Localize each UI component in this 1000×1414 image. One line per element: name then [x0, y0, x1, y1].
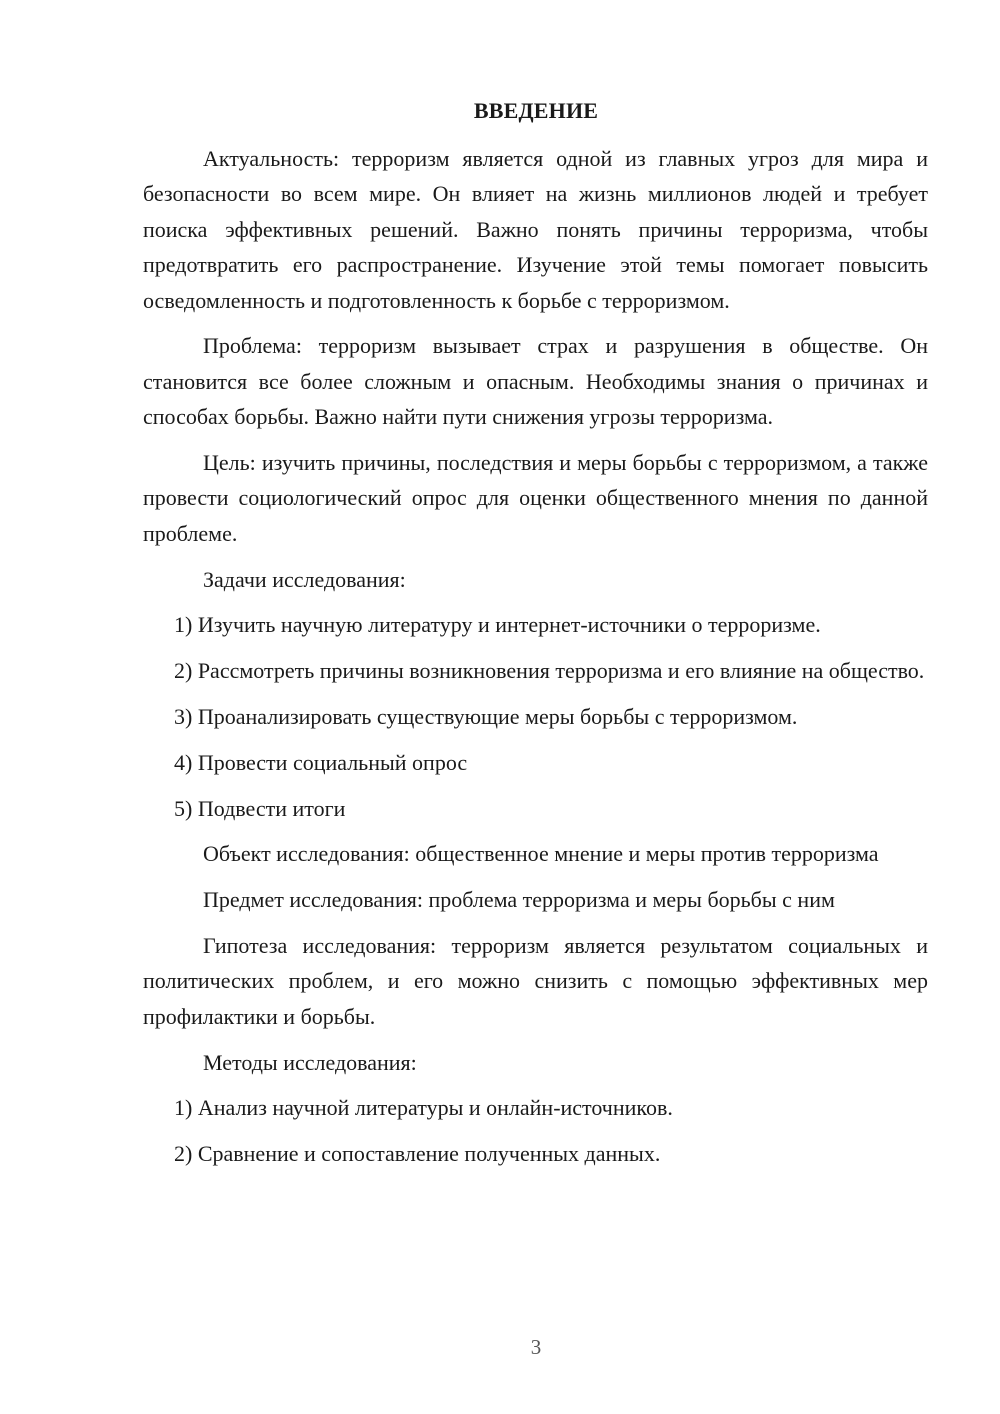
document-body	[143, 141, 928, 1182]
object-paragraph: Объект исследования: общественное мнение и меры против терроризма	[203, 841, 879, 867]
page-number: 3	[530, 1335, 542, 1359]
methods-title: Методы исследования:	[203, 1049, 417, 1075]
subject-paragraph: Предмет исследования: проблема терроризма и меры борьбы с ним	[203, 887, 835, 913]
goal-paragraph: Цель: изучить причины, последствия и меры борьбы с терроризмом, а также провести социологический опрос для оценки общественного мнения по данной проблеме.	[143, 450, 928, 546]
method-item-1: 1) Анализ научной литературы и онлайн-источников.	[174, 1095, 673, 1121]
task-item-3: 3) Проанализировать существующие меры борьбы с терроризмом.	[174, 704, 798, 730]
tasks-title: Задачи исследования:	[203, 566, 406, 592]
hypothesis-paragraph: Гипотеза исследования: терроризм является результатом социальных и политических проблем, и его можно снизить с помощью эффективных мер профилактики и борьбы.	[143, 933, 928, 1029]
task-item-5: 5) Подвести итоги	[174, 795, 346, 821]
task-item-1: 1) Изучить научную литературу и интернет-источники о терроризме.	[174, 612, 821, 638]
section-heading: ВВЕДЕНИЕ	[473, 98, 599, 123]
problem-paragraph: Проблема: терроризм вызывает страх и разрушения в обществе. Он становится все более сложным и опасным. Необходимы знания о причинах и способах борьбы. Важно найти пути снижения угрозы терроризма.	[143, 333, 928, 430]
task-item-4: 4) Провести социальный опрос	[174, 749, 468, 775]
task-item-2: 2) Рассмотреть причины возникновения терроризма и его влияние на общество.	[174, 658, 925, 684]
relevance-paragraph: Актуальность: терроризм является одной из главных угроз для мира и безопасности во всем мире. Он влияет на жизнь миллионов людей и требует поиска эффективных решений. Важно понять причины терроризма, чтобы предотвратить его распространение. Изучение этой темы помогает повысить осведомленность и подготовленность к борьбе с терроризмом.	[143, 146, 928, 313]
method-item-2: 2) Сравнение и сопоставление полученных данных.	[174, 1141, 661, 1167]
